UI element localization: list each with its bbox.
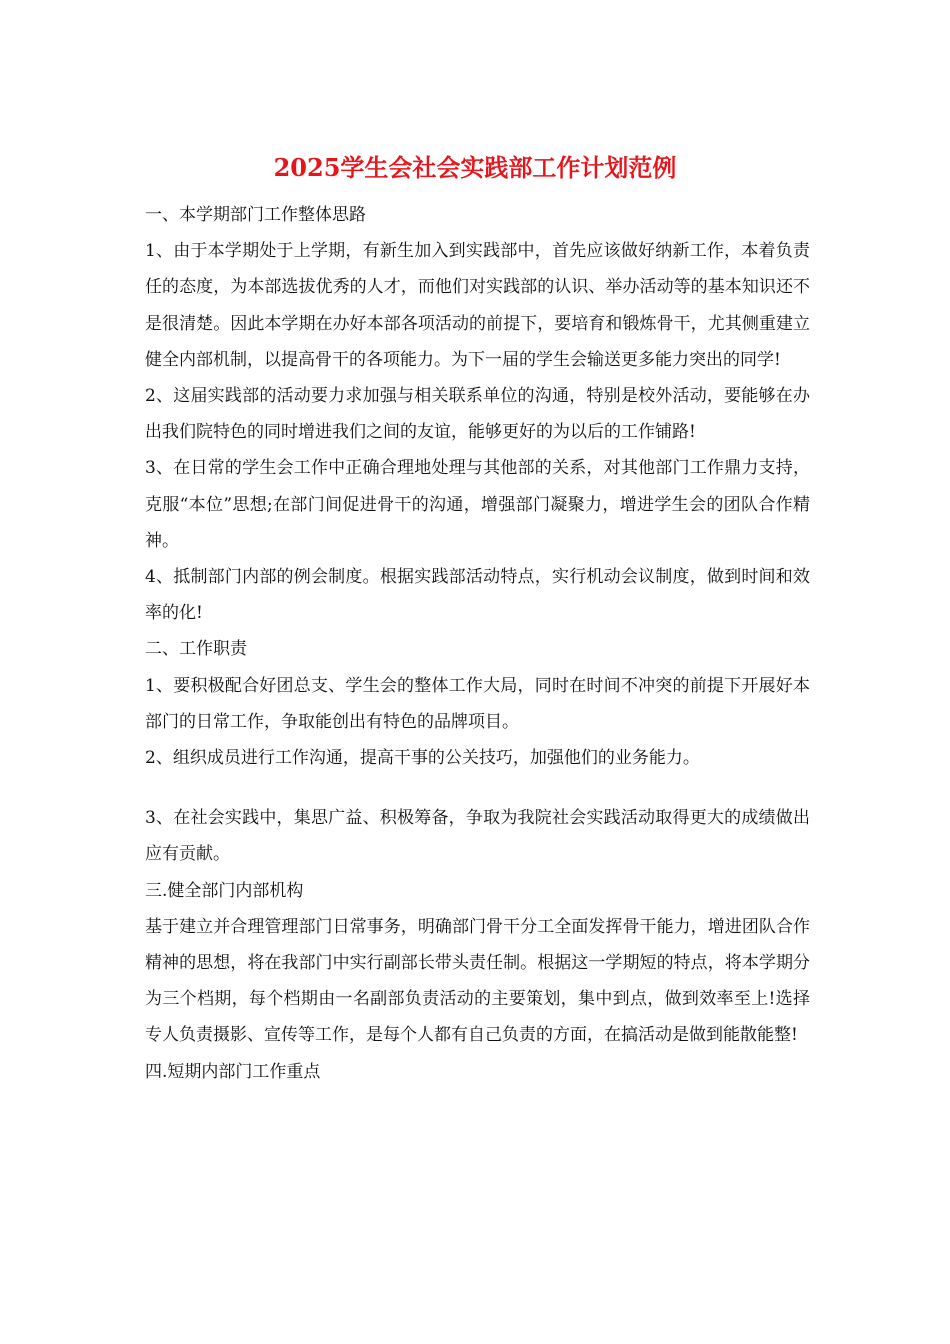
paragraph-1-2: 2、这届实践部的活动要力求加强与相关联系单位的沟通，特别是校外活动，要能够在办出我们院特色的同时增进我们之间的友谊，能够更好的为以后的工作铺路! (145, 386, 810, 443)
paragraph-2-1: 1、要积极配合好团总支、学生会的整体工作大局，同时在时间不冲突的前提下开展好本部门的日常工作，争取能创出有特色的品牌项目。 (145, 675, 810, 732)
section-heading-2: 二、工作职责 (145, 639, 247, 660)
section-heading-1: 一、本学期部门工作整体思路 (145, 205, 366, 225)
paragraph-2-3: 3、在社会实践中，集思广益、积极筹备，争取为我院社会实践活动取得更大的成绩做出应有贡献。 (145, 808, 810, 865)
paragraph-3-1: 基于建立并合理管理部门日常事务，明确部门骨干分工全面发挥骨干能力，增进团队合作精神的思想，将在我部门中实行副部长带头责任制。根据这一学期短的特点，将本学期分为三个档期，每个档期由一名副部负责活动的主要策划，集中到点，做到效率至上!选择专人负责摄影、宣传等工作，是每个人都有自己负责的方面，在搞活动是做到能散能整! (145, 916, 810, 1046)
paragraph-1-3: 3、在日常的学生会工作中正确合理地处理与其他部的关系，对其他部门工作鼎力支持，克服“本位”思想;在部门间促进骨干的沟通，增强部门凝聚力，增进学生会的团队合作精神。 (145, 458, 810, 551)
document-title: 2025学生会社会实践部工作计划范例 (273, 153, 677, 182)
blank-line (145, 776, 810, 800)
document-body (145, 197, 810, 1090)
paragraph-2-2: 2、组织成员进行工作沟通，提高干事的公关技巧，加强他们的业务能力。 (145, 748, 700, 769)
section-heading-3: 三.健全部门内部机构 (145, 880, 304, 901)
paragraph-1-1: 1、由于本学期处于上学期，有新生加入到实践部中，首先应该做好纳新工作，本着负责任的态度，为本部选拔优秀的人才，而他们对实践部的认识、举办活动等的基本知识还不是很清楚。因此本学期在办好本部各项活动的前提下，要培育和锻炼骨干，尤其侧重建立健全内部机制，以提高骨干的各项能力。为下一届的学生会输送更多能力突出的同学! (145, 241, 810, 370)
section-heading-4: 四.短期内部门工作重点 (145, 1061, 321, 1082)
paragraph-1-4: 4、抵制部门内部的例会制度。根据实践部活动特点，实行机动会议制度，做到时间和效率的化! (145, 567, 810, 624)
